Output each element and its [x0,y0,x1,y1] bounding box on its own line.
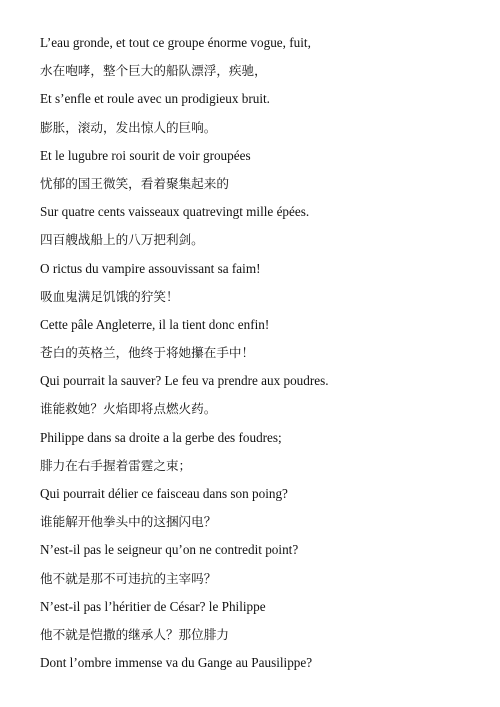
poem-page [40,33,480,681]
poem-line-fr: Philippe dans sa droite a la gerbe des foudres; [40,429,282,445]
poem-line-zh: 四百艘战船上的八万把利剑。 [40,232,204,248]
poem-line-zh: 忧郁的国王微笑，看着聚集起来的 [40,175,229,191]
poem-line-fr: Dont l’ombre immense va du Gange au Pausilippe? [40,655,313,671]
poem-line-fr: Sur quatre cents vaisseaux quatrevingt mille épées. [40,204,310,220]
poem-line-zh: 谁能救她？火焰即将点燃火药。 [40,401,217,417]
poem-line-zh: 他不就是恺撒的继承人？那位腓力 [40,626,229,642]
poem-line-zh: 吸血鬼满足饥饿的狞笑！ [40,288,179,304]
poem-line-fr: Qui pourrait délier ce faisceau dans son poing? [40,486,288,501]
poem-line-zh: 谁能解开他拳头中的这捆闪电？ [40,514,217,530]
poem-line-zh: 水在咆哮，整个巨大的船队漂浮，疾驰， [40,63,267,79]
poem-line-fr: Cette pâle Angleterre, il la tient donc enfin! [40,316,270,332]
poem-line-zh: 膨胀，滚动，发出惊人的巨响。 [40,119,217,135]
poem-line-fr: N’est-il pas le seigneur qu’on ne contredit point? [40,542,299,558]
poem-line-fr: Et s’enfle et roule avec un prodigieux bruit. [40,91,270,107]
poem-line-fr: L’eau gronde, et tout ce groupe énorme vogue, fuit, [40,35,311,50]
poem-line-fr: Qui pourrait la sauver? Le feu va prendre aux poudres. [40,373,329,389]
poem-line-fr: Et le lugubre roi sourit de voir groupées [40,147,251,163]
poem-line-zh: 他不就是那不可违抗的主宰吗？ [40,570,217,586]
poem-line-fr: N’est-il pas l’héritier de César? le Philippe [40,598,266,614]
poem-line-zh: 腓力在右手握着雷霆之束； [40,457,192,473]
poem-line-fr: O rictus du vampire assouvissant sa faim! [40,260,261,276]
poem-line-zh: 苍白的英格兰，他终于将她攥在手中！ [40,345,255,361]
